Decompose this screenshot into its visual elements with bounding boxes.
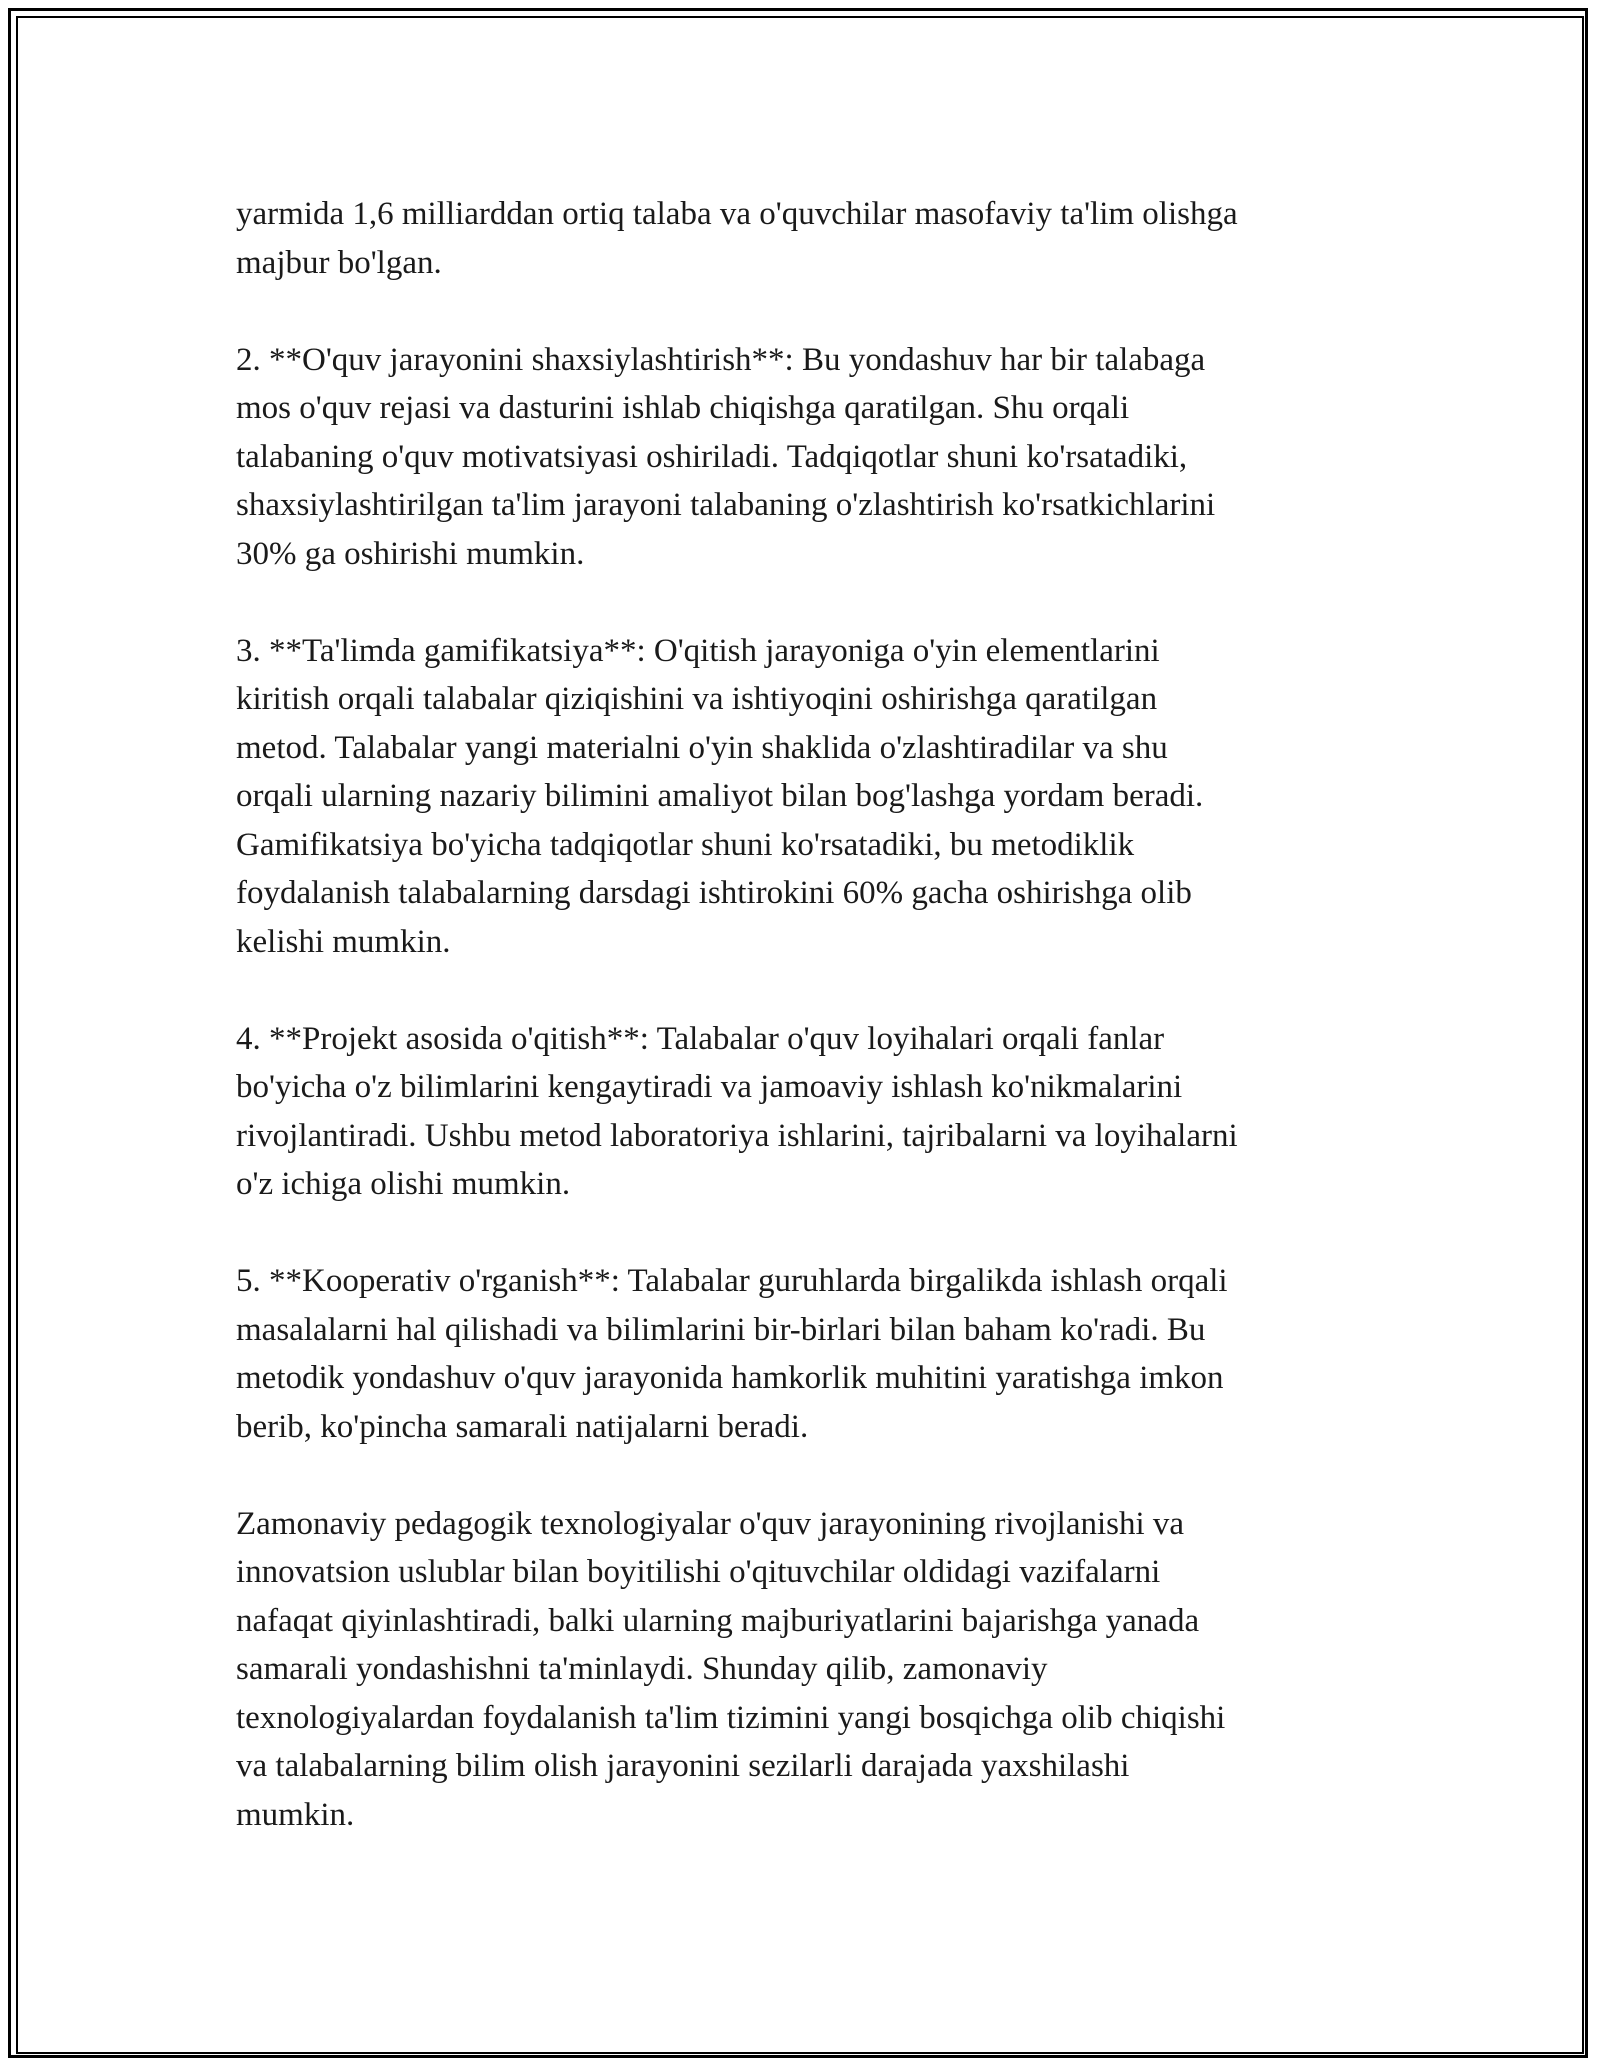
paragraph-item-2-personalization: 2. **O'quv jarayonini shaxsiylashtirish**: Bu yondashuv har bir talabaga mos o'quv rejasi va dasturini ishlab chiqishga qaratilgan. Shu orqali talabaning o'quv motivatsiyasi oshiriladi. Tadqiqotlar shuni ko'rsatadiki, shaxsiylashtirilgan ta'lim jarayoni talabaning o'zlashtirish ko'rsatkichlarini 30% ga oshirishi mumkin.: [236, 341, 1216, 572]
paragraph-item-3-gamification: 3. **Ta'limda gamifikatsiya**: O'qitish jarayoniga o'yin elementlarini kiritish orqali talabalar qiziqishini va ishtiyoqini oshirishga qaratilgan metod. Talabalar yangi materialni o'yin shaklida o'zlashtiradilar va shu orqali ularning nazariy bilimini amaliyot bilan bog'lashga yordam beradi. Gamifikatsiya bo'yicha tadqiqotlar shuni ko'rsatadiki, bu metodiklik foydalanish talabalarning darsdagi ishtirokini 60% gacha oshirishga olib kelishi mumkin.: [236, 632, 1204, 960]
paragraph-item-4-project-based: 4. **Projekt asosida o'qitish**: Talabalar o'quv loyihalari orqali fanlar bo'yicha o'z bilimlarini kengaytiradi va jamoaviy ishlash ko'nikmalarini rivojlantiradi. Ushbu metod laboratoriya ishlarini, tajribalarni va loyihalarni o'z ichiga olishi mumkin.: [236, 1020, 1238, 1202]
document-body: [236, 190, 1366, 1839]
paragraph-item-5-cooperative: 5. **Kooperativ o'rganish**: Talabalar guruhlarda birgalikda ishlash orqali masalalarni hal qilishadi va bilimlarini bir-birlari bilan baham ko'radi. Bu metodik yondashuv o'quv jarayonida hamkorlik muhitini yaratishga imkon berib, ko'pincha samarali natijalarni beradi.: [236, 1263, 1228, 1445]
paragraph-continuation: yarmida 1,6 milliarddan ortiq talaba va o'quvchilar masofaviy ta'lim olishga majbur bo'lgan.: [236, 196, 1238, 281]
paragraph-conclusion: Zamonaviy pedagogik texnologiyalar o'quv jarayonining rivojlanishi va innovatsion uslublar bilan boyitilishi o'qituvchilar oldidagi vazifalarni nafaqat qiyinlashtiradi, balki ularning majburiyatlarini bajarishga yanada samarali yondashishni ta'minlaydi. Shunday qilib, zamonaviy texnologiyalardan foydalanish ta'lim tizimini yangi bosqichga olib chiqishi va talabalarning bilim olish jarayonini sezilarli darajada yaxshilashi mumkin.: [236, 1505, 1226, 1833]
